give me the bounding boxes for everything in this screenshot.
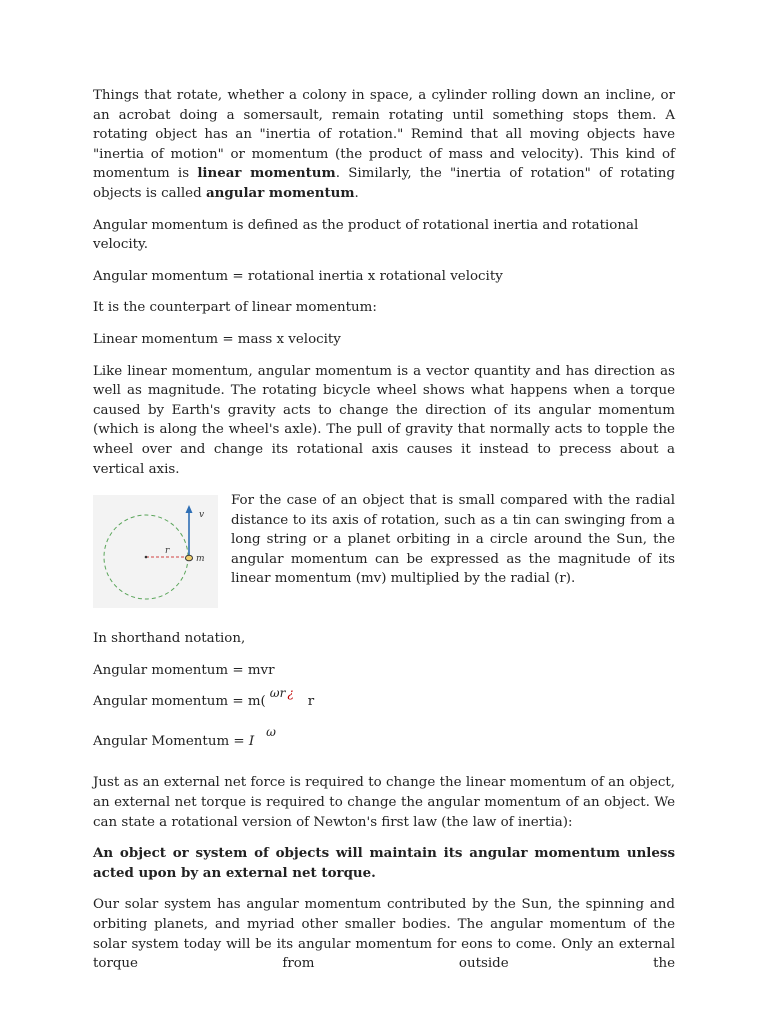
equation-I-omega: Angular Momentum = Iω bbox=[93, 724, 276, 749]
law-statement: An object or system of objects will maintain its angular momentum unless acted upon by an external net torque. bbox=[93, 845, 675, 881]
equation-mvr: Angular momentum = mvr bbox=[93, 662, 275, 678]
omega-r-symbol: ωr bbox=[269, 686, 286, 701]
label-m: m bbox=[196, 554, 205, 565]
equation-m-omega-r: Angular momentum = m(ωr ¿r bbox=[93, 686, 315, 710]
axis-point bbox=[145, 556, 148, 559]
label-v: v bbox=[199, 510, 205, 521]
counterpart-text: It is the counterpart of linear momentum: bbox=[93, 300, 377, 316]
figure-caption: For the case of an object that is small compared with the radial distance to its axis of rotation, such as a tin can swinging from a long string or a planet orbiting in a circle around the Sun, the angular momentum can be expressed as the magnitude of its linear momentum (mv) multiplied by the radial (r). bbox=[231, 493, 675, 587]
solar-paragraph: Our solar system has angular momentum contributed by the Sun, the spinning and orbiting planets, and myriad other smaller bodies. The angular momentum of the solar system today will be its angular momentum for eons to come. Only an external torque from outside the bbox=[93, 897, 675, 972]
intro-paragraph: Things that rotate, whether a colony in space, a cylinder rolling down an incline, or an acrobat doing a somersault, remain rotating until something stops them. A rotating object has an "inertia of rotation." Remind that all moving objects have "inertia of motion" or momentum (the product of mass and velocity). This kind of momentum is linear momentum. Similarly, the "inertia of rotation" of rotating objects is called angular momentum. bbox=[93, 88, 675, 201]
label-r: r bbox=[165, 546, 170, 557]
angular-formula-text: Angular momentum = rotational inertia x rotational velocity bbox=[93, 268, 503, 284]
document-page bbox=[93, 86, 675, 986]
linear-formula-text: Linear momentum = mass x velocity bbox=[93, 331, 341, 347]
shorthand-text: In shorthand notation, bbox=[93, 631, 246, 647]
mass-dot bbox=[186, 555, 193, 561]
definition-text: Angular momentum is defined as the product of rotational inertia and rotational velocity. bbox=[93, 217, 639, 253]
omega-symbol: ω bbox=[266, 724, 276, 739]
term-linear-momentum: linear momentum bbox=[197, 165, 336, 182]
orbit-diagram bbox=[93, 495, 218, 608]
figure-row bbox=[93, 491, 675, 603]
torque-paragraph: Just as an external net force is required to change the linear momentum of an object, an external net torque is required to change the angular momentum of an object. We can state a rotational version of Newton's first law (the law of inertia): bbox=[93, 775, 675, 830]
term-angular-momentum: angular momentum bbox=[205, 184, 355, 201]
velocity-arrowhead bbox=[186, 505, 193, 513]
I-symbol: I bbox=[248, 733, 255, 749]
red-i-glyph: ¿ bbox=[287, 686, 294, 701]
vector-paragraph: Like linear momentum, angular momentum is a vector quantity and has direction as well as magnitude. The rotating bicycle wheel shows what happens when a torque caused by Earth's gravity acts to change the direction of its angular momentum (which is along the wheel's axle). The pull of gravity that normally acts to topple the wheel over and change its rotational axis causes it instead to precess about a vertical axis. bbox=[93, 363, 675, 477]
